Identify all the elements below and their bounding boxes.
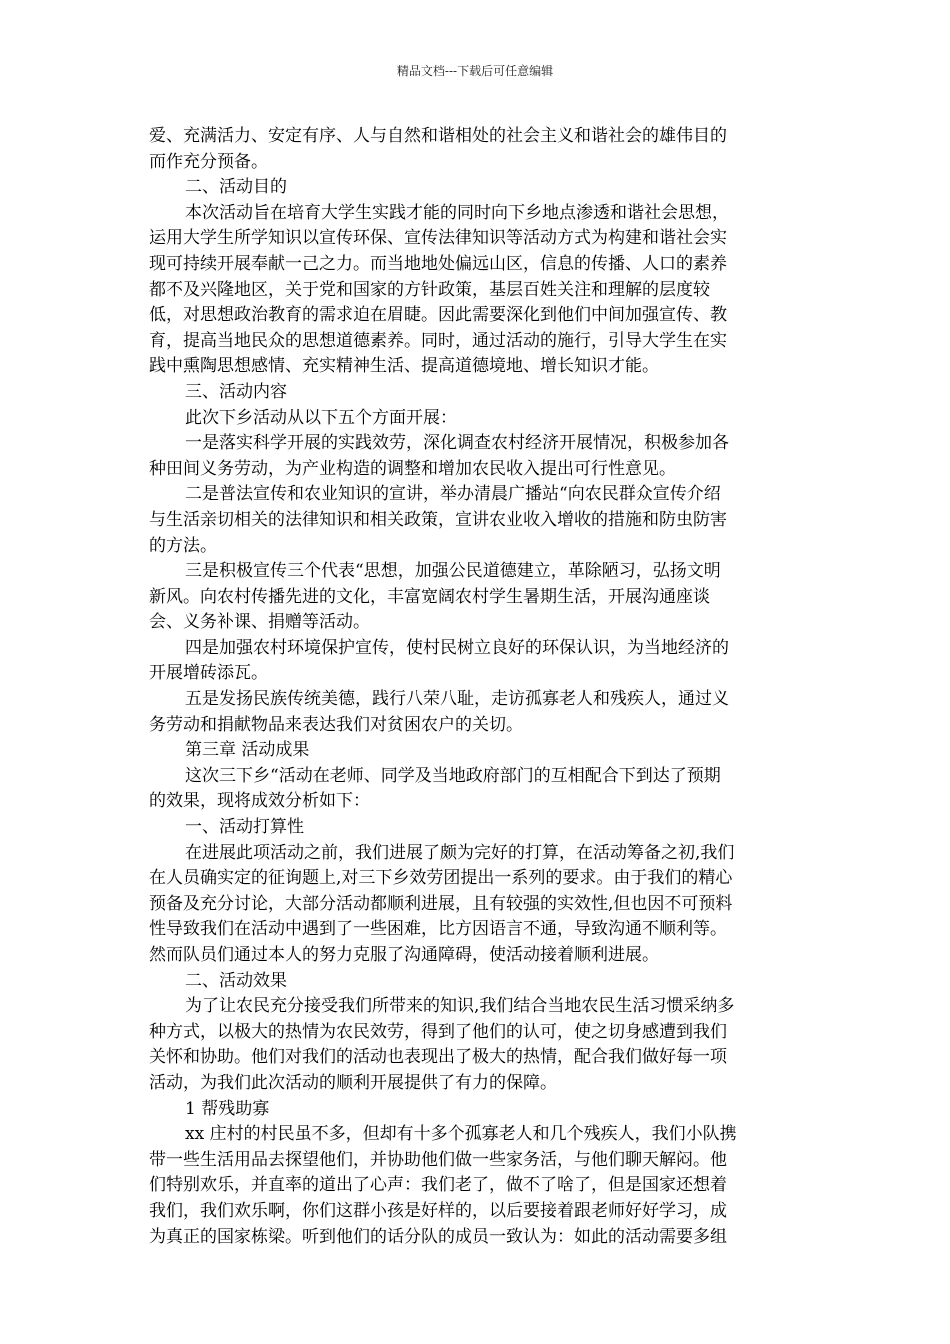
- text-line: 现可持续开展奉献一己之力。而当地地处偏远山区，信息的传播、人口的素养: [149, 253, 727, 274]
- text-line: 为真正的国家栋梁。听到他们的话分队的成员一致认为：如此的活动需要多组: [149, 1226, 727, 1247]
- text-line: 开展增砖添瓦。: [149, 663, 268, 684]
- text-line: 第三章 活动成果: [185, 740, 310, 761]
- text-line: 本次活动旨在培育大学生实践才能的同时向下乡地点渗透和谐社会思想，: [185, 202, 729, 223]
- text-line: 的方法。: [149, 535, 217, 556]
- text-line: 一是落实科学开展的实践效劳，深化调查农村经济开展情况，积极参加各: [185, 433, 729, 454]
- text-line: 种田间义务劳动，为产业构造的调整和增加农民收入提出可行性意见。: [149, 458, 676, 479]
- text-line: 此次下乡活动从以下五个方面开展：: [185, 407, 457, 428]
- page-header: 精品文档---下载后可任意编辑: [396, 64, 554, 78]
- text-line: 在进展此项活动之前，我们进展了颇为完好的打算，在活动筹备之初,我们: [185, 842, 735, 863]
- text-line: 二、活动效果: [185, 970, 287, 991]
- text-line: 而作充分预备。: [149, 151, 268, 172]
- text-line: 预备及充分讨论，大部分活动都顺利进展，且有较强的实效性,但也因不可预料: [149, 893, 733, 914]
- text-line: 带一些生活用品去探望他们，并协助他们做一些家务活，与他们聊天解闷。他: [149, 1149, 727, 1170]
- text-line: 五是发扬民族传统美德，践行八荣八耻，走访孤寡老人和残疾人，通过义: [185, 689, 729, 710]
- text-line: 爱、充满活力、安定有序、人与自然和谐相处的社会主义和谐社会的雄伟目的: [149, 126, 727, 146]
- text-line: 活动，为我们此次活动的顺利开展提供了有力的保障。: [149, 1072, 557, 1093]
- text-line: 1 帮残助寡: [185, 1098, 270, 1119]
- text-line: 的效果，现将成效分析如下：: [149, 791, 370, 812]
- text-line: 务劳动和捐献物品来表达我们对贫困农户的关切。: [149, 714, 523, 735]
- text-line: 为了让农民充分接受我们所带来的知识,我们结合当地农民生活习惯采纳多: [185, 996, 735, 1017]
- text-line: 新风。向农村传播先进的文化，丰富宽阔农村学生暑期生活，开展沟通座谈: [149, 586, 710, 607]
- text-line: 我们，我们欢乐啊，你们这群小孩是好样的，以后要接着跟老师好好学习，成: [149, 1200, 727, 1221]
- text-line: 低，对思想政治教育的需求迫在眉睫。因此需要深化到他们中间加强宣传、教: [149, 305, 727, 326]
- text-line: 在人员确实定的征询题上,对三下乡效劳团提出一系列的要求。由于我们的精心: [149, 868, 733, 889]
- document-body: [149, 124, 799, 1250]
- text-line: 育，提高当地民众的思想道德素养。同时，通过活动的施行，引导大学生在实: [149, 330, 727, 351]
- text-line: 运用大学生所学知识以宣传环保、宣传法律知识等活动方式为构建和谐社会实: [149, 228, 727, 249]
- text-line: 性导致我们在活动中遇到了一些困难，比方因语言不通，导致沟通不顺利等。: [149, 919, 727, 940]
- text-line: 都不及兴隆地区，关于党和国家的方针政策，基层百姓关注和理解的层度较: [149, 279, 710, 300]
- text-line: 这次三下乡“活动在老师、同学及当地政府部门的互相配合下到达了预期: [185, 765, 721, 786]
- text-line: 会、义务补课、捐赠等活动。: [149, 612, 370, 633]
- text-line: 三、活动内容: [185, 381, 287, 402]
- text-line: 关怀和协助。他们对我们的活动也表现出了极大的热情，配合我们做好每一项: [149, 1047, 727, 1068]
- text-line: 种方式，以极大的热情为农民效劳，得到了他们的认可，使之切身感遭到我们: [149, 1021, 727, 1042]
- text-line: 们特别欢乐，并直率的道出了心声：我们老了，做不了啥了，但是国家还想着: [149, 1175, 727, 1196]
- text-line: 三是积极宣传三个代表“思想，加强公民道德建立，革除陋习，弘扬文明: [185, 561, 721, 582]
- text-line: 一、活动打算性: [185, 817, 304, 838]
- text-line: 二、活动目的: [185, 177, 287, 198]
- text-line: 二是普法宣传和农业知识的宣讲，举办清晨广播站“向农民群众宣传介绍: [185, 484, 721, 505]
- text-line: 四是加强农村环境保护宣传，使村民树立良好的环保认识，为当地经济的: [185, 637, 729, 658]
- text-line: 与生活亲切相关的法律知识和相关政策，宣讲农业收入增收的措施和防虫防害: [149, 509, 727, 530]
- text-line: 践中熏陶思想感情、充实精神生活、提高道德境地、增长知识才能。: [149, 356, 659, 377]
- text-line: 然而队员们通过本人的努力克服了沟通障碍，使活动接着顺利进展。: [149, 945, 659, 965]
- text-line: xx 庄村的村民虽不多，但却有十多个孤寡老人和几个残疾人，我们小队携: [185, 1124, 737, 1145]
